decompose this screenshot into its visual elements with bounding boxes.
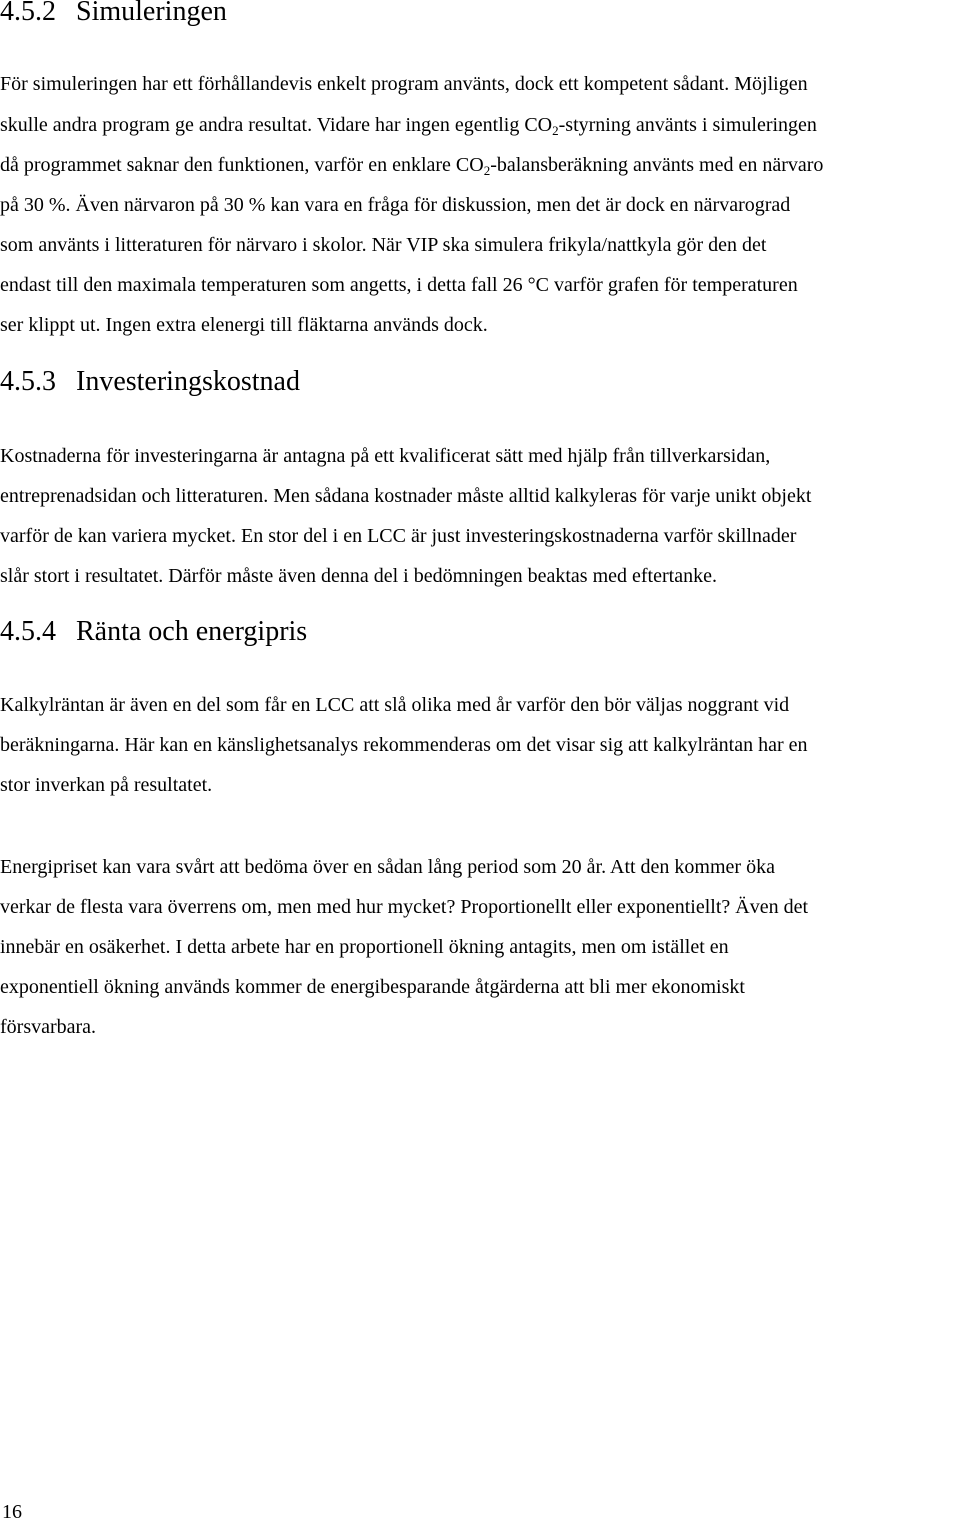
paragraph-line: Energipriset kan vara svårt att bedöma över en sådan lång period som 20 år. Att den kommer öka bbox=[0, 856, 775, 878]
paragraph-line: verkar de flesta vara överrens om, men med hur mycket? Proportionellt eller exponentiellt? Även det bbox=[0, 896, 809, 918]
paragraph-line: För simuleringen har ett förhållandevis enkelt program använts, dock ett kompetent sådant. Möjligen bbox=[0, 73, 808, 95]
paragraph-line: Kostnaderna för investeringarna är antagna på ett kvalificerat sätt med hjälp från tillverkarsidan, bbox=[0, 445, 771, 467]
paragraph-line: entreprenadsidan och litteraturen. Men sådana kostnader måste alltid kalkyleras för varje unikt objekt bbox=[0, 485, 812, 507]
section-title: Investeringskostnad bbox=[76, 366, 300, 397]
paragraph-line: endast till den maximala temperaturen som angetts, i detta fall 26 °C varför grafen för temperaturen bbox=[0, 274, 798, 296]
section-title: Simuleringen bbox=[76, 0, 227, 27]
subscript-2: 2 bbox=[483, 163, 491, 178]
paragraph-line: på 30 %. Även närvaron på 30 % kan vara en fråga för diskussion, men det är dock en närvarograd bbox=[0, 194, 791, 216]
paragraph-line: skulle andra program ge andra resultat. Vidare har ingen egentlig $CO_2$-styrning använts i simuleringen bbox=[0, 114, 817, 138]
section-number: 4.5.2 bbox=[0, 0, 56, 27]
subscript-2: 2 bbox=[552, 123, 559, 138]
paragraph-line: slår stort i resultatet. Därför måste även denna del i bedömningen beaktas med eftertanke. bbox=[0, 565, 717, 587]
section-title: Ränta och energipris bbox=[76, 616, 308, 647]
section-number: 4.5.4 bbox=[0, 616, 56, 647]
paragraph-line: beräkningarna. Här kan en känslighetsanalys rekommenderas om det visar sig att kalkylräntan har en bbox=[0, 734, 808, 756]
paragraph-line: varför de kan variera mycket. En stor del i en LCC är just investeringskostnaderna varför skillnader bbox=[0, 525, 797, 547]
section-heading-4-5-3 bbox=[0, 366, 300, 398]
paragraph-line: som använts i litteraturen för närvaro i skolor. När VIP ska simulera frikyla/nattkyla gör den det bbox=[0, 234, 767, 256]
section-heading-4-5-4 bbox=[0, 616, 307, 648]
paragraph-line: ser klippt ut. Ingen extra elenergi till fläktarna används dock. bbox=[0, 314, 488, 336]
paragraph-line: Kalkylräntan är även en del som får en LCC att slå olika med år varför den bör väljas noggrant vid bbox=[0, 694, 790, 716]
page-number: 16 bbox=[2, 1501, 22, 1523]
section-heading-4-5-2 bbox=[0, 0, 227, 28]
paragraph-line: då programmet saknar den funktionen, varför en enklare $CO_2$-balansberäkning använts med en närvaro bbox=[0, 154, 824, 178]
section-number: 4.5.3 bbox=[0, 366, 56, 397]
paragraph-line: exponentiell ökning används kommer de energibesparande åtgärderna att bli mer ekonomiskt bbox=[0, 976, 745, 998]
paragraph-line: innebär en osäkerhet. I detta arbete har en proportionell ökning antagits, men om istället en bbox=[0, 936, 729, 958]
paragraph-line: försvarbara. bbox=[0, 1016, 97, 1038]
paragraph-line: stor inverkan på resultatet. bbox=[0, 774, 213, 796]
